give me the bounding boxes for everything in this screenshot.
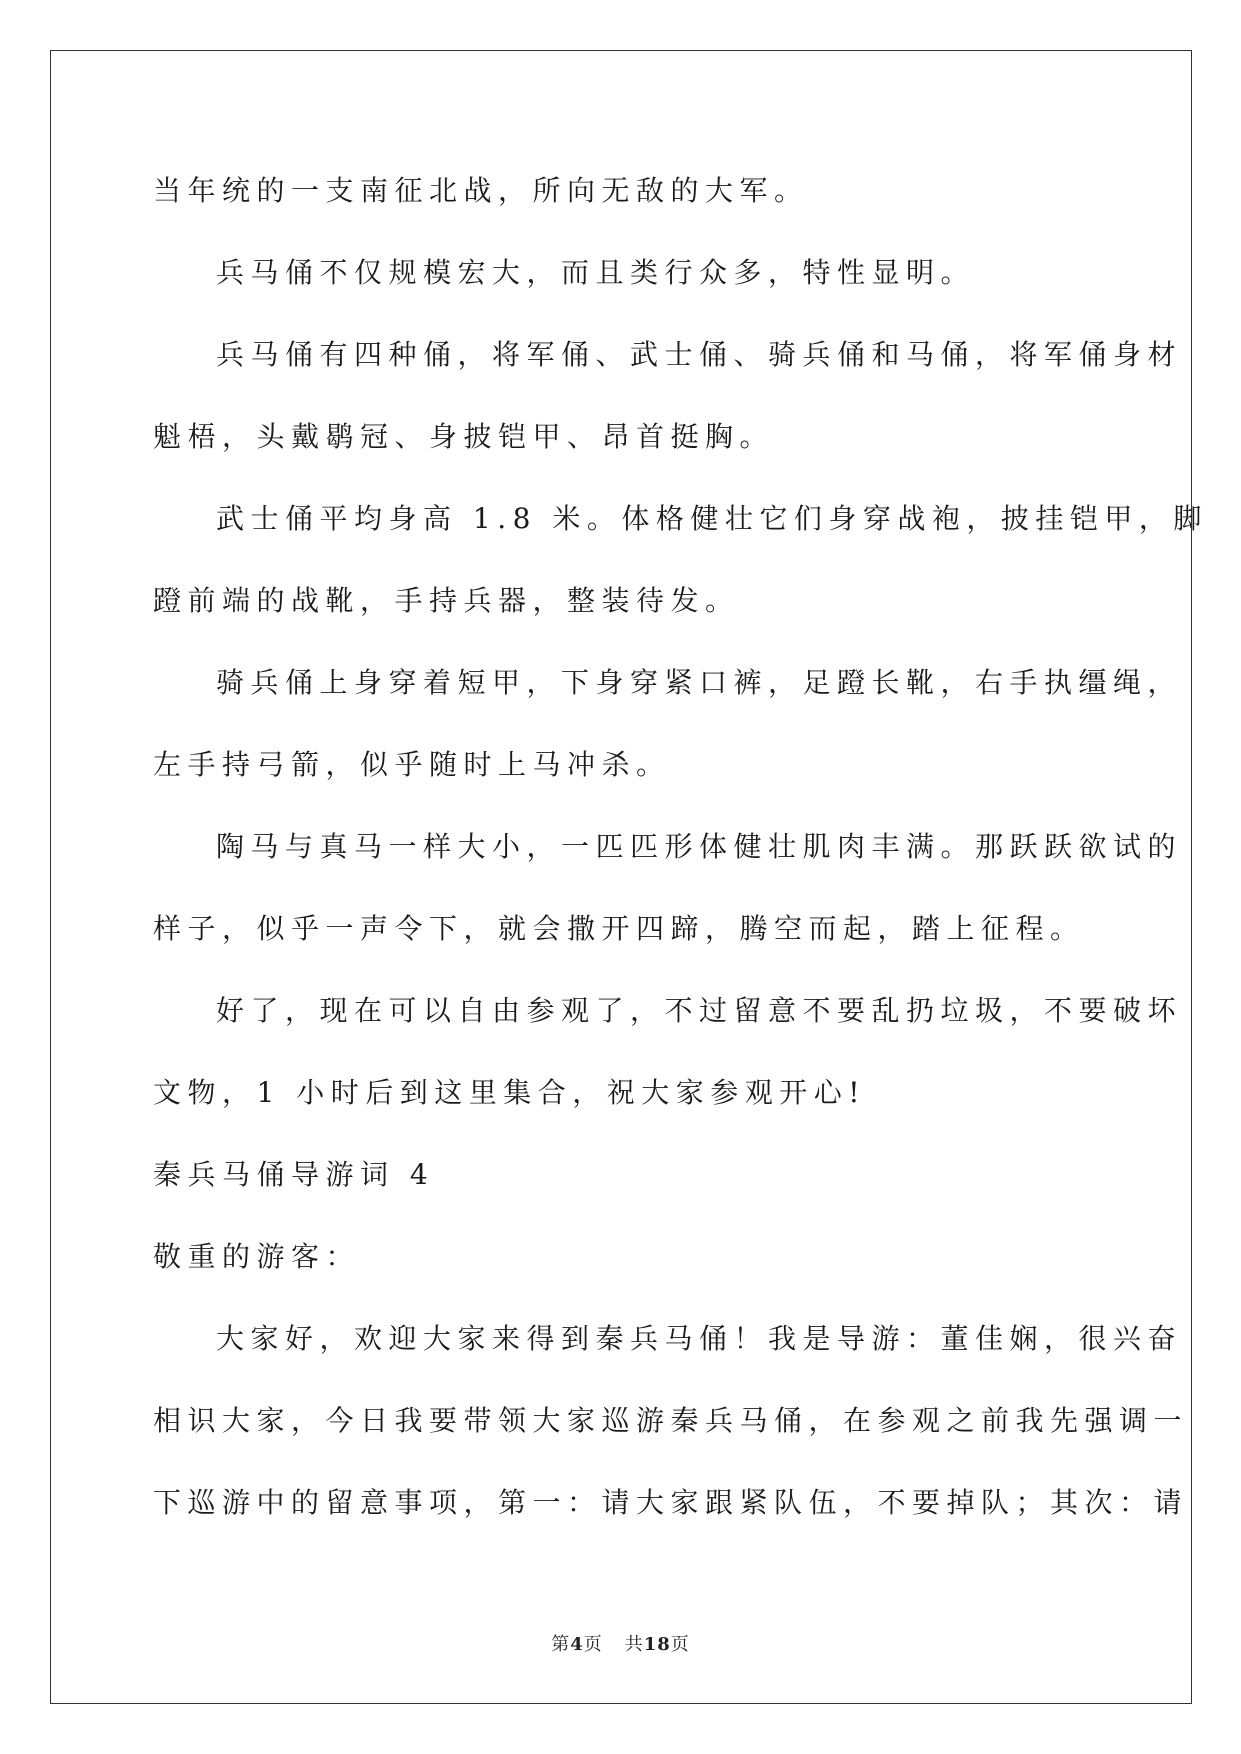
text-line: 下巡游中的留意事项，第一：请大家跟紧队伍，不要掉队；其次：请: [153, 1486, 1189, 1519]
total-suffix: 页: [670, 1634, 690, 1655]
page-prefix: 第: [551, 1634, 571, 1655]
page-number: 4: [570, 1634, 584, 1655]
text-line: 文物，1 小时后到这里集合，祝大家参观开心!: [153, 1076, 866, 1109]
text-line: 武士俑平均身高 1.8 米。体格健壮它们身穿战袍，披挂铠甲，脚: [216, 502, 1208, 535]
document-body: [153, 163, 1208, 1557]
page-footer: [0, 1630, 1241, 1656]
page-suffix: 页: [583, 1634, 603, 1655]
text-line: 兵马俑有四种俑，将军俑、武士俑、骑兵俑和马俑，将军俑身材: [216, 338, 1183, 371]
text-line: 好了，现在可以自由参观了，不过留意不要乱扔垃圾，不要破坏: [216, 994, 1183, 1027]
text-line: 魁梧，头戴鹖冠、身披铠甲、昂首挺胸。: [153, 420, 775, 453]
text-line: 当年统的一支南征北战，所向无敌的大军。: [153, 174, 809, 207]
text-line: 陶马与真马一样大小，一匹匹形体健壮肌肉丰满。那跃跃欲试的: [216, 830, 1183, 863]
text-line: 骑兵俑上身穿着短甲，下身穿紧口裤，足蹬长靴，右手执缰绳，: [216, 666, 1183, 699]
text-line: 兵马俑不仅规模宏大，而且类行众多，特性显明。: [216, 256, 976, 289]
text-line: 相识大家，今日我要带领大家巡游秦兵马俑，在参观之前我先强调一: [153, 1404, 1189, 1437]
text-line: 秦兵马俑导游词 4: [153, 1158, 435, 1191]
text-line: 大家好，欢迎大家来得到秦兵马俑！我是导游：董佳娴，很兴奋: [216, 1322, 1183, 1355]
text-line: 左手持弓箭，似乎随时上马冲杀。: [153, 748, 671, 781]
text-line: 样子，似乎一声令下，就会撒开四蹄，腾空而起，踏上征程。: [153, 912, 1085, 945]
total-pages: 18: [643, 1634, 671, 1655]
text-line: 敬重的游客：: [153, 1240, 361, 1273]
total-prefix: 共: [624, 1634, 644, 1655]
text-line: 蹬前端的战靴，手持兵器，整装待发。: [153, 584, 740, 617]
